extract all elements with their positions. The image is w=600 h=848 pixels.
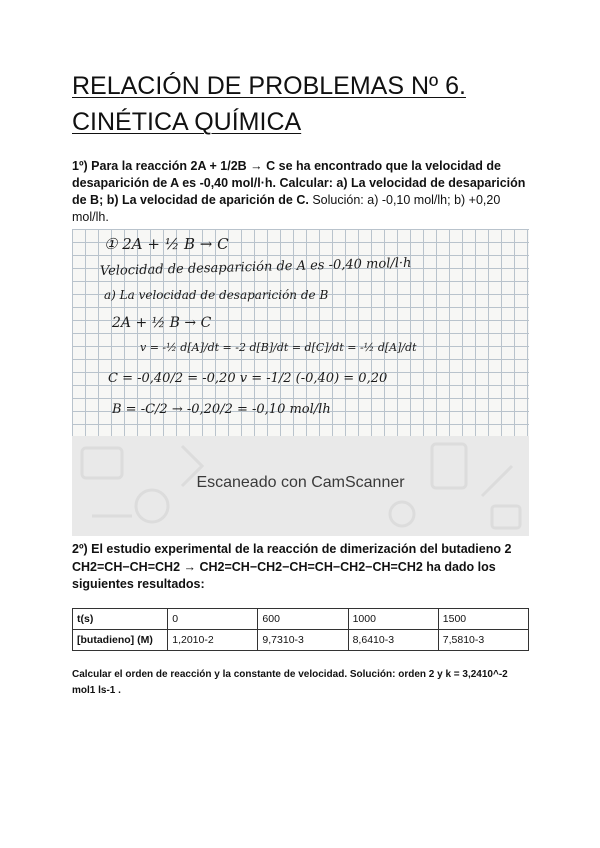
handwriting-line-4: 2A + ½ B → C — [112, 315, 212, 331]
problem-1-statement: 1º) Para la reacción 2A + 1/2B → C se ha encontrado que la velocidad de desaparición de A es -0,40 mol/l·h. Calcular: a) La velocidad de desaparición de B; b) La velocidad de aparición de C. — [72, 159, 526, 207]
page-title-line-2: CINÉTICA QUÍMICA — [72, 108, 302, 136]
table-cell: 9,7310-3 — [258, 630, 348, 651]
table-cell: 8,6410-3 — [348, 630, 438, 651]
table-header-cell: t(s) — [73, 609, 168, 630]
table-cell: 600 — [258, 609, 348, 630]
table-cell: 1,2010-2 — [168, 630, 258, 651]
handwriting-line-6: C = -0,40/2 = -0,20 v = -1/2 (-0,40) = 0,20 — [108, 371, 388, 386]
table-row — [73, 630, 529, 651]
table-cell: 0 — [168, 609, 258, 630]
handwriting-line-7: B = -C/2 → -0,20/2 = -0,10 mol/lh — [112, 402, 331, 417]
problem-1-solution: Solución: a) -0,10 mol/lh; b) +0,20 mol/lh. — [72, 193, 501, 224]
handwriting-line-5: v = -½ d[A]/dt = -2 d[B]/dt = d[C]/dt = -½ d[A]/dt — [140, 341, 417, 354]
table-header-cell: [butadieno] (M) — [73, 630, 168, 651]
table-cell: 1500 — [438, 609, 528, 630]
handwritten-scan — [72, 229, 529, 436]
page-title-line-1: RELACIÓN DE PROBLEMAS Nº 6. — [72, 72, 466, 100]
table-cell: 7,5810-3 — [438, 630, 528, 651]
problem-2-statement: 2º) El estudio experimental de la reacción de dimerización del butadieno 2 CH2=CH−CH=CH2 → CH2=CH−CH2−CH=CH−CH2−CH=CH2 ha dado los siguientes resultados: — [72, 542, 512, 591]
problem-2-question: Calcular el orden de reacción y la constante de velocidad. Solución: orden 2 y k = 3,2410^-2 mol1 ls-1 . — [72, 669, 508, 696]
table-cell: 1000 — [348, 609, 438, 630]
results-table — [72, 608, 529, 651]
camscanner-watermark — [72, 436, 529, 536]
page-title — [72, 68, 542, 140]
table-row — [73, 609, 529, 630]
watermark-text: Escaneado con CamScanner — [196, 474, 405, 491]
handwriting-line-1: ① 2A + ½ B → C — [104, 235, 229, 253]
handwriting-line-2: Velocidad de desaparición de A es -0,40 mol/l·h — [99, 255, 412, 279]
problem-1 — [72, 158, 532, 226]
handwriting-line-3: a) La velocidad de desaparición de B — [104, 288, 329, 302]
handwriting-svg — [72, 229, 529, 436]
